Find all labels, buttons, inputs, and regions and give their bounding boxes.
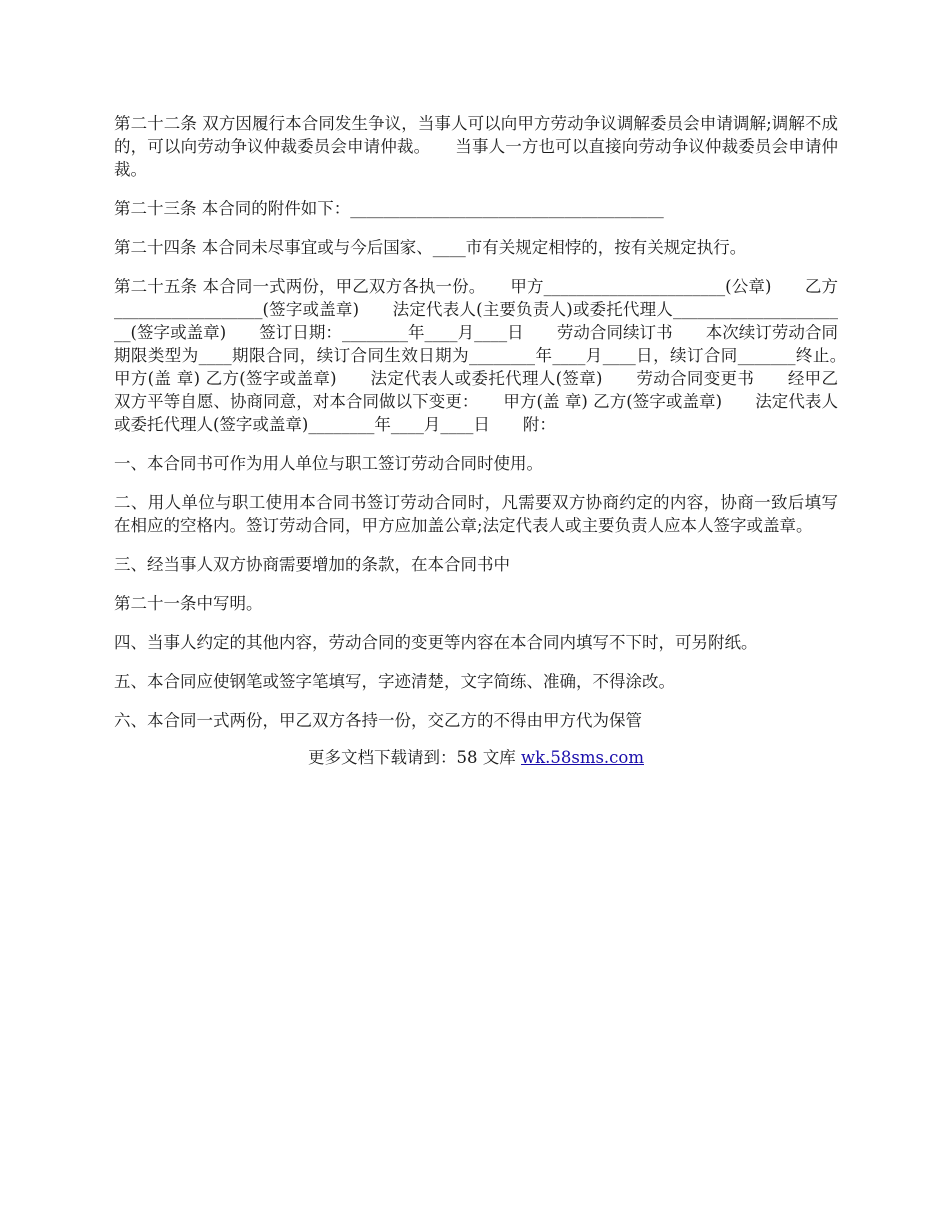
note-6-paragraph: 六、本合同一式两份，甲乙双方各持一份，交乙方的不得由甲方代为保管 [114, 711, 642, 730]
note-5-paragraph: 五、本合同应使钢笔或签字笔填写，字迹清楚，文字简练、准确，不得涂改。 [114, 672, 675, 691]
note-2-paragraph: 二、用人单位与职工使用本合同书签订劳动合同时，凡需要双方协商约定的内容，协商一致后填写在相应的空格内。签订劳动合同，甲方应加盖公章;法定代表人或主要负责人应本人签字或盖章。 [114, 493, 838, 535]
footer-prefix-text: 更多文档下载请到：58 文库 [307, 748, 521, 767]
note-3-continuation-paragraph: 第二十一条中写明。 [114, 594, 263, 613]
article-23-paragraph: 第二十三条 本合同的附件如下：______________________________________ [114, 199, 664, 218]
article-22-paragraph: 第二十二条 双方因履行本合同发生争议，当事人可以向甲方劳动争议调解委员会申请调解;调解不成的，可以向劳动争议仲裁委员会申请仲裁。 当事人一方也可以直接向劳动争议仲裁委员会申请仲裁。 [114, 114, 838, 179]
article-25-paragraph: 第二十五条 本合同一式两份，甲乙双方各执一份。 甲方______________________(公章) 乙方__________________(签字或盖章) 法定代表人(主要负责人)或委托代理人______________________(签字或盖章) 签订日期：________年____月____日 劳动合同续订书 本次续订劳动合同期限类型为____期限合同，续订合同生效日期为________年____月____日，续订合同_______终止。 甲方(盖 章) 乙方(签字或盖章) 法定代表人或委托代理人(签章) 劳动合同变更书 经甲乙双方平等自愿、协商同意，对本合同做以下变更： 甲方(盖 章) 乙方(签字或盖章) 法定代表人或委托代理人(签字或盖章)________年____月____日 附： [114, 277, 871, 434]
article-24-paragraph: 第二十四条 本合同未尽事宜或与今后国家、____市有关规定相悖的，按有关规定执行。 [114, 238, 747, 257]
note-1-paragraph: 一、本合同书可作为用人单位与职工签订劳动合同时使用。 [114, 454, 543, 473]
note-3-paragraph: 三、经当事人双方协商需要增加的条款，在本合同书中 [114, 555, 510, 574]
footer-download-link[interactable]: wk.58sms.com [520, 748, 644, 767]
download-footer [114, 746, 838, 769]
note-4-paragraph: 四、当事人约定的其他内容，劳动合同的变更等内容在本合同内填写不下时，可另附纸。 [114, 633, 758, 652]
